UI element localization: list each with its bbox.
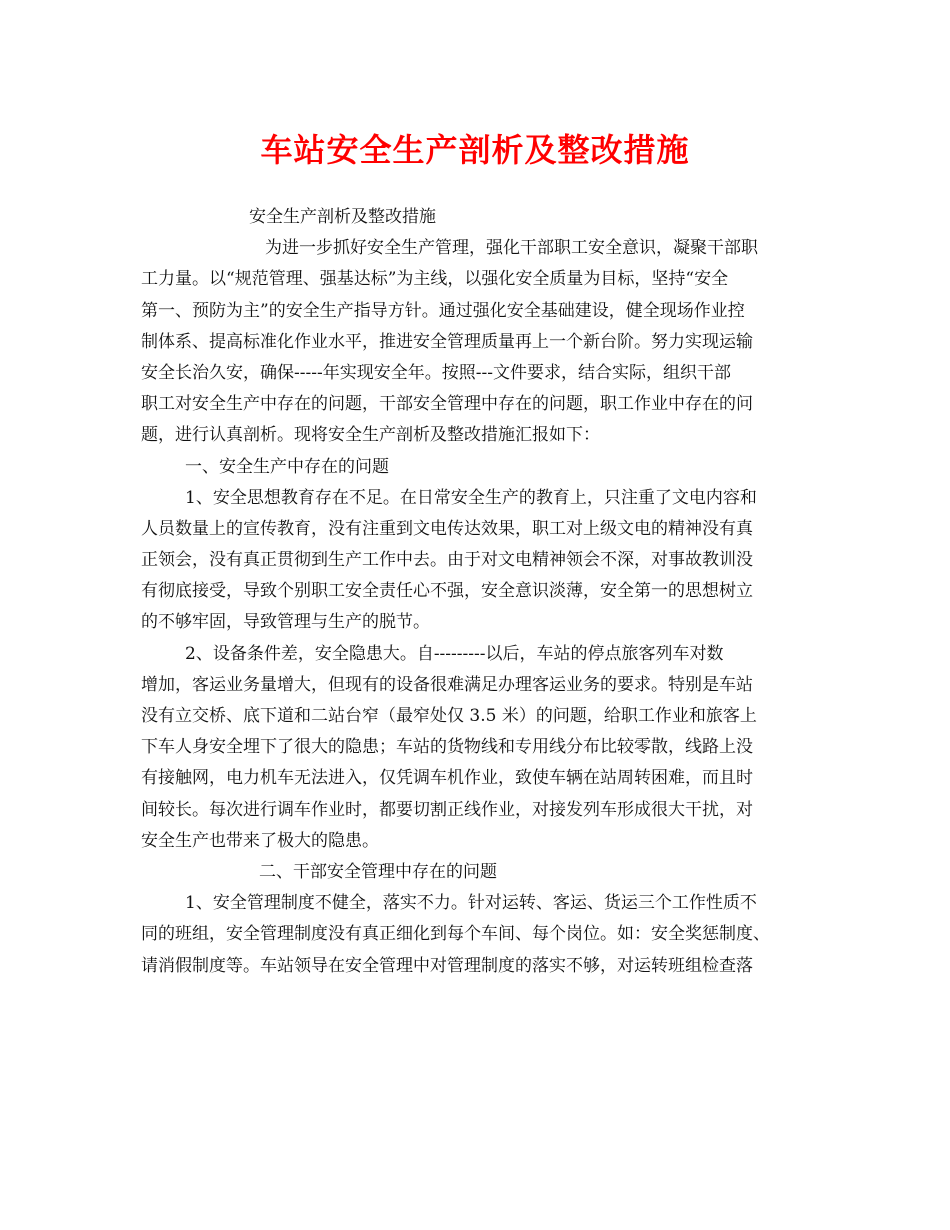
paragraph-line: 制体系、提高标准化作业水平，推进安全管理质量再上一个新台阶。努力实现运输 [141,331,753,352]
section-heading: 一、安全生产中存在的问题 [185,456,389,477]
paragraph-line: 为进一步抓好安全生产管理，强化干部职工安全意识，凝聚干部职 [265,238,758,259]
paragraph-line: 安全长治久安，确保-----年实现安全年。按照---文件要求，结合实际，组织干部 [141,362,731,383]
paragraph-line: 题，进行认真剖析。现将安全生产剖析及整改措施汇报如下： [141,425,600,446]
paragraph-line: 1、安全思想教育存在不足。在日常安全生产的教育上，只注重了文电内容和 [185,487,757,508]
paragraph-line: 没有立交桥、底下道和二站台窄（最窄处仅 3.5 米）的问题，给职工作业和旅客上 [141,706,757,726]
paragraph-line: 请消假制度等。车站领导在安全管理中对管理制度的落实不够，对运转班组检查落 [141,955,753,976]
paragraph-line: 有彻底接受，导致个别职工安全责任心不强，安全意识淡薄，安全第一的思想树立 [141,581,753,602]
paragraph-line: 人员数量上的宣传教育，没有注重到文电传达效果，职工对上级文电的精神没有真 [141,518,753,539]
paragraph-line: 工力量。以“规范管理、强基达标”为主线，以强化安全质量为目标，坚持“安全 [141,269,729,290]
document-title: 车站安全生产剖析及整改措施 [260,131,690,169]
paragraph-line: 正领会，没有真正贯彻到生产工作中去。由于对文电精神领会不深，对事故教训没 [141,550,753,571]
paragraph-line: 间较长。每次进行调车作业时，都要切割正线作业，对接发列车形成很大干扰，对 [141,799,753,820]
paragraph-line: 1、安全管理制度不健全，落实不力。针对运转、客运、货运三个工作性质不 [185,893,757,914]
paragraph-line: 有接触网，电力机车无法进入，仅凭调车机作业，致使车辆在站周转困难，而且时 [141,768,753,789]
paragraph-line: 2、设备条件差，安全隐患大。自---------以后，车站的停点旅客列车对数 [185,643,724,664]
document-subtitle: 安全生产剖析及整改措施 [249,207,436,227]
paragraph-line: 下车人身安全埋下了很大的隐患；车站的货物线和专用线分布比较零散，线路上没 [141,737,753,758]
section-heading: 二、干部安全管理中存在的问题 [259,861,497,882]
paragraph-line: 增加，客运业务量增大，但现有的设备很难满足办理客运业务的要求。特别是车站 [141,674,753,695]
paragraph-line: 的不够牢固，导致管理与生产的脱节。 [141,612,430,633]
paragraph-line: 第一、预防为主”的安全生产指导方针。通过强化安全基础建设，健全现场作业控 [141,300,745,321]
document-body [141,202,821,982]
paragraph-line: 安全生产也带来了极大的隐患。 [141,830,379,851]
paragraph-line: 同的班组，安全管理制度没有真正细化到每个车间、每个岗位。如：安全奖惩制度、 [141,924,770,945]
paragraph-line: 职工对安全生产中存在的问题，干部安全管理中存在的问题，职工作业中存在的问 [141,394,753,415]
